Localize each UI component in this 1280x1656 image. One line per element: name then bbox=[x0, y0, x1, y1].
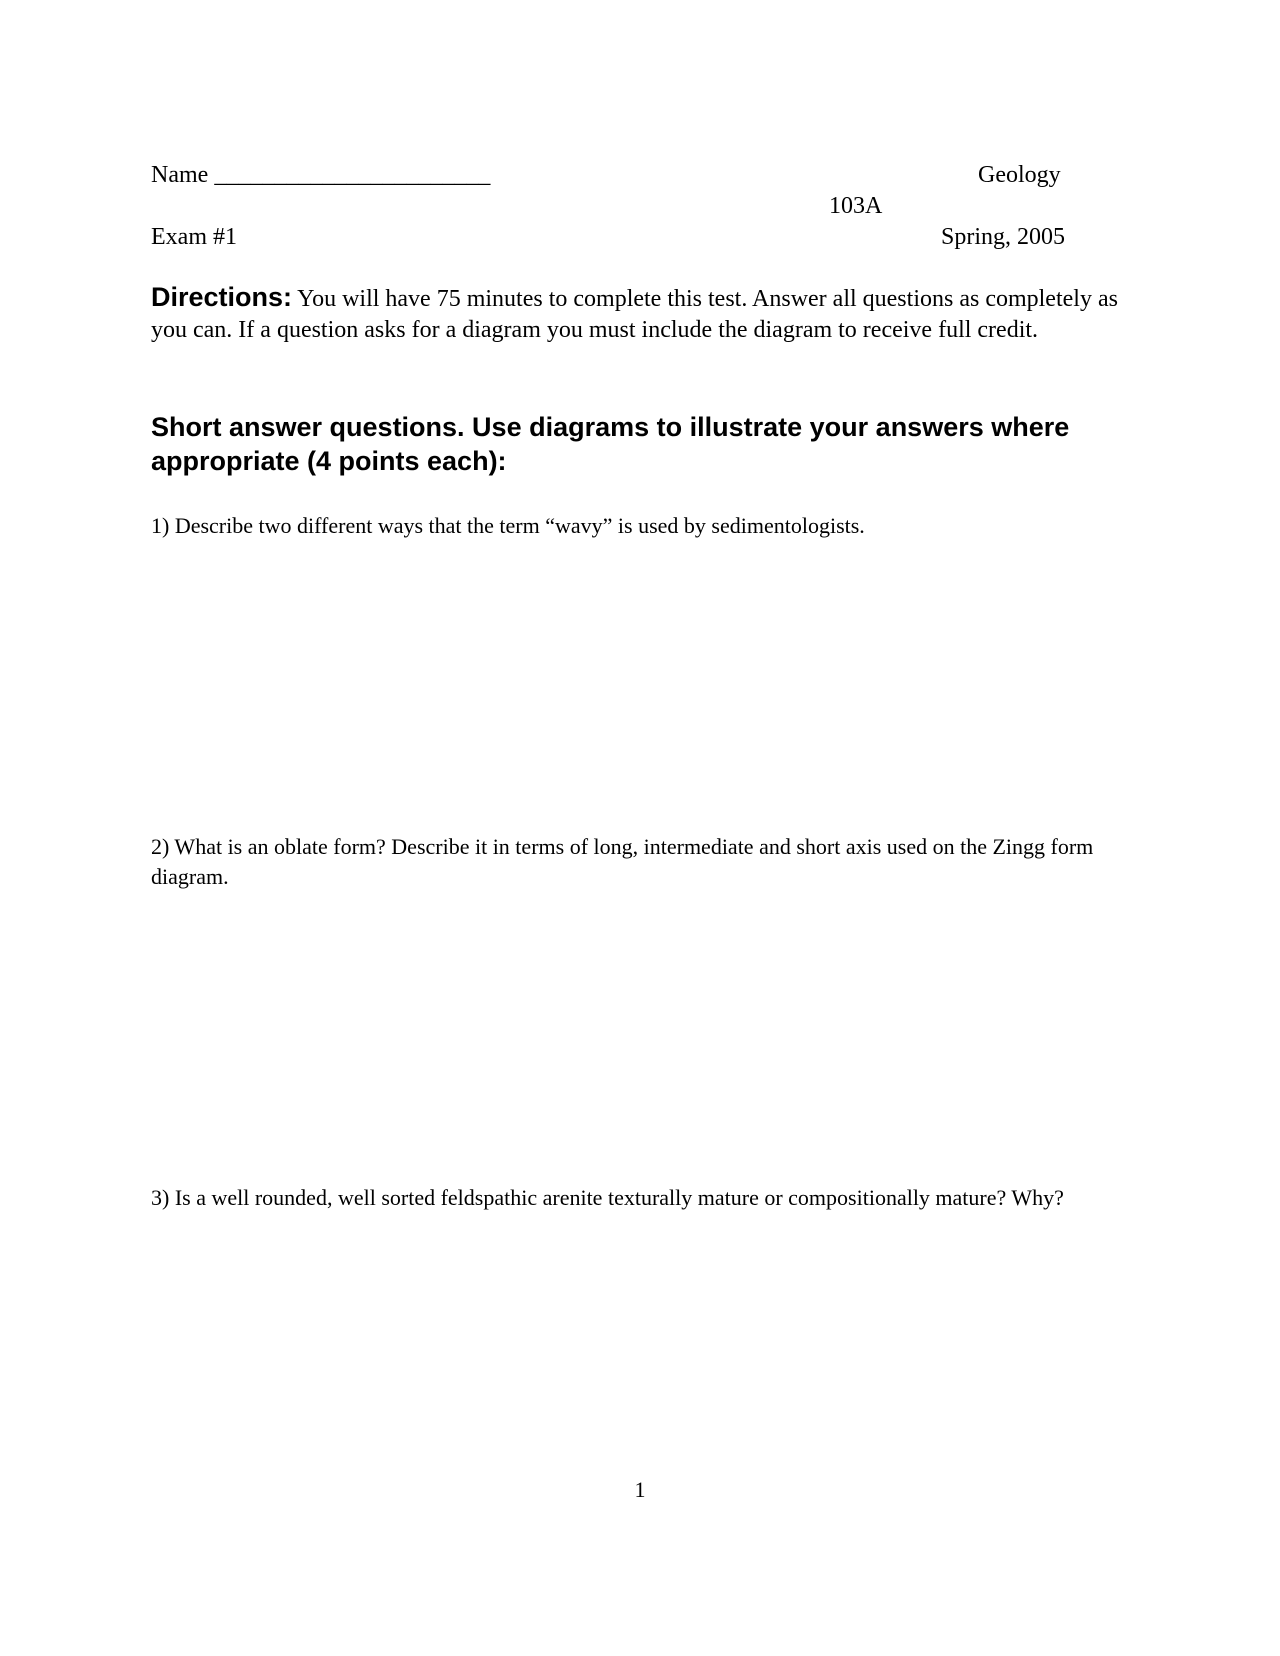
question-2: 2) What is an oblate form? Describe it in terms of long, intermediate and short axis used on the Zingg form diagram. bbox=[151, 834, 1094, 889]
exam-term: Spring, 2005 bbox=[941, 224, 1066, 250]
section-heading: Short answer questions. Use diagrams to illustrate your answers where appropriate (4 points each): bbox=[151, 412, 1070, 476]
page-number: 1 bbox=[634, 1477, 646, 1502]
exam-label: Exam #1 bbox=[151, 224, 237, 250]
directions-paragraph bbox=[151, 282, 1131, 346]
directions-label: Directions: bbox=[151, 282, 293, 312]
name-blank: _______________________ bbox=[214, 162, 491, 188]
directions-text: You will have 75 minutes to complete this test. Answer all questions as completely as you can. If a question asks for a diagram you must include the diagram to receive full credit. bbox=[151, 286, 1118, 343]
course-name: Geology bbox=[978, 162, 1061, 188]
question-3: 3) Is a well rounded, well sorted feldspathic arenite texturally mature or compositionally mature? Why? bbox=[151, 1185, 1064, 1210]
course-number: 103A bbox=[829, 193, 883, 219]
question-1: 1) Describe two different ways that the term “wavy” is used by sedimentologists. bbox=[151, 513, 865, 538]
name-line bbox=[151, 161, 490, 190]
name-label: Name bbox=[151, 162, 209, 188]
